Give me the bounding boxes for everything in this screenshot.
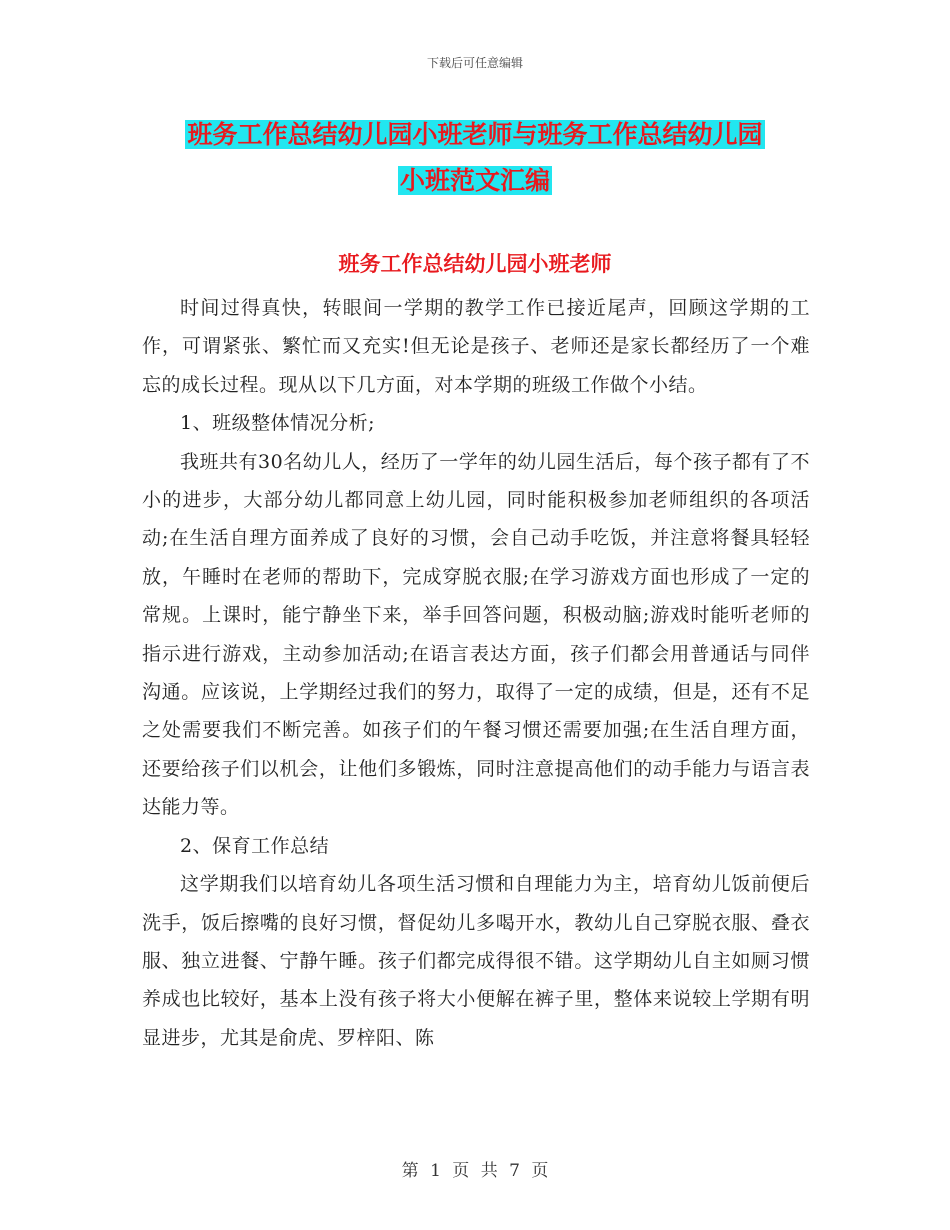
heading-class-analysis: 1、班级整体情况分析;	[180, 412, 375, 435]
document-title-line-2: 小班范文汇编	[399, 166, 550, 195]
section-title: 班务工作总结幼儿园小班老师	[338, 252, 612, 276]
paragraph-class-analysis: 我班共有30名幼儿人，经历了一学年的幼儿园生活后，每个孩子都有了不小的进步，大部分幼儿都同意上幼儿园，同时能积极参加老师组织的各项活动;在生活自理方面养成了良好的习惯，会自己动手吃饭，并注意将餐具轻轻放，午睡时在老师的帮助下，完成穿脱衣服;在学习游戏方面也形成了一定的常规。上课时，能宁静坐下来，举手回答问题，积极动脑;游戏时能听老师的指示进行游戏，主动参加活动;在语言表达方面，孩子们都会用普通话与同伴沟通。应该说，上学期经过我们的努力，取得了一定的成绩，但是，还有不足之处需要我们不断完善。如孩子们的午餐习惯还需要加强;在生活自理方面，还要给孩子们以机会，让他们多锻炼，同时注意提高他们的动手能力与语言表达能力等。	[142, 450, 810, 819]
page-header-note: 下载后可任意编辑	[426, 56, 523, 70]
paragraph-care-summary: 这学期我们以培育幼儿各项生活习惯和自理能力为主，培育幼儿饭前便后洗手，饭后擦嘴的良好习惯，督促幼儿多喝开水，教幼儿自己穿脱衣服、叠衣服、独立进餐、宁静午睡。孩子们都完成得很不错。这学期幼儿自主如厕习惯养成也比较好，基本上没有孩子将大小便解在裤子里，整体来说较上学期有明显进步，尤其是俞虎、罗梓阳、陈	[142, 873, 810, 1049]
document-title-line-1: 班务工作总结幼儿园小班老师与班务工作总结幼儿园	[187, 120, 763, 149]
heading-care-summary: 2、保育工作总结	[180, 834, 330, 857]
document-body	[142, 289, 810, 1057]
paragraph-intro: 时间过得真快，转眼间一学期的教学工作已接近尾声，回顾这学期的工作，可谓紧张、繁忙而又充实!但无论是孩子、老师还是家长都经历了一个难忘的成长过程。现从以下几方面，对本学期的班级工作做个小结。	[142, 297, 810, 396]
document-title	[0, 112, 950, 204]
page-footer-number: 第 1 页 共 7 页	[401, 1161, 549, 1181]
